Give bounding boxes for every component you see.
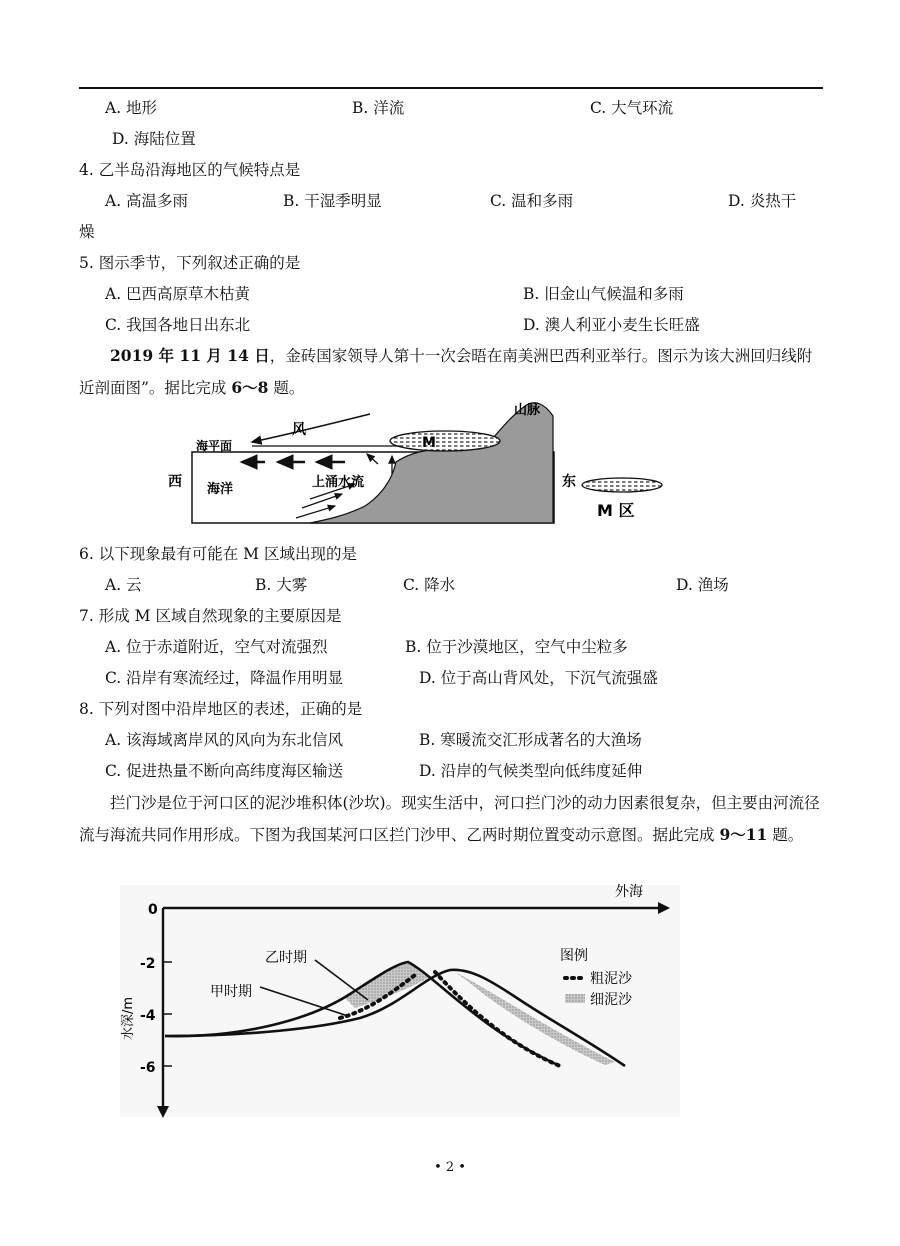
q6-option-a: A. 云 <box>105 576 142 594</box>
q7-stem: 7. 形成 M 区域自然现象的主要原因是 <box>79 607 342 625</box>
q7-option-a: A. 位于赤道附近，空气对流强烈 <box>105 638 328 656</box>
legend-fine-label: 细泥沙 <box>590 992 632 1008</box>
y-tick-label-minus2: -2 <box>140 956 156 972</box>
ocean-label: 海洋 <box>207 482 234 497</box>
q5-option-c: C. 我国各地日出东北 <box>105 316 251 334</box>
q6-stem: 6. 以下现象最有可能在 M 区域出现的是 <box>79 545 357 563</box>
q5-stem: 5. 图示季节，下列叙述正确的是 <box>79 254 301 272</box>
m-area-legend-symbol <box>582 478 662 492</box>
jia-period-label: 甲时期 <box>210 984 252 1000</box>
coastal-profile-figure <box>160 396 680 530</box>
yi-period-label: 乙时期 <box>265 950 307 966</box>
intro1-date: 2019 年 11 月 14 日 <box>110 346 270 365</box>
legend-title: 图例 <box>560 948 588 964</box>
q8-option-d: D. 沿岸的气候类型向低纬度延伸 <box>419 762 643 780</box>
intro-paragraph-1 <box>79 340 823 404</box>
m-area-legend-label: M 区 <box>597 501 635 520</box>
m-label: M <box>422 435 436 451</box>
q8-option-b: B. 寒暖流交汇形成著名的大渔场 <box>419 731 642 749</box>
intro1-suffix: 题。 <box>268 379 305 397</box>
q3-option-d: D. 海陆位置 <box>112 130 196 148</box>
outer-sea-label: 外海 <box>615 884 643 900</box>
wind-arrow <box>252 414 370 442</box>
q7-option-d: D. 位于高山背风处，下沉气流强盛 <box>419 669 658 687</box>
sea-level-label: 海平面 <box>196 439 233 453</box>
intro1-range: 6～8 <box>231 378 269 397</box>
q8-option-c: C. 促进热量不断向高纬度海区输送 <box>105 762 344 780</box>
west-label: 西 <box>168 474 182 490</box>
q7-option-c: C. 沿岸有寒流经过，降温作用明显 <box>105 669 344 687</box>
legend-coarse-label: 粗泥沙 <box>590 971 632 987</box>
q6-option-b: B. 大雾 <box>255 576 308 594</box>
wind-label: 风 <box>292 422 306 438</box>
intro2-suffix: 题。 <box>767 826 804 844</box>
east-label: 东 <box>562 474 576 490</box>
q6-option-d: D. 渔场 <box>676 576 729 594</box>
y-tick-label-0: 0 <box>148 902 158 918</box>
q4-option-a: A. 高温多雨 <box>105 192 189 210</box>
sandbar-profile-figure <box>110 880 690 1120</box>
q8-stem: 8. 下列对图中沿岸地区的表述，正确的是 <box>79 700 363 718</box>
intro2-text: 拦门沙是位于河口区的泥沙堆积体(沙坎)。现实生活中，河口拦门沙的动力因素很复杂，但主要由河流径流与海流共同作用形成。下图为我国某河口区拦门沙甲、乙两时期位置变动示意图。据此完成 <box>79 794 820 844</box>
intro2-range: 9～11 <box>719 825 768 844</box>
m-cloud <box>390 431 500 451</box>
q4-stem: 4. 乙半岛沿海地区的气候特点是 <box>79 161 301 179</box>
intro-paragraph-2 <box>79 788 823 851</box>
q5-option-d: D. 澳人利亚小麦生长旺盛 <box>523 316 700 334</box>
mountain-label: 山脉 <box>514 403 541 418</box>
q4-option-d: D. 炎热干 <box>728 192 797 210</box>
upwelling-label: 上涌水流 <box>312 475 365 490</box>
legend-fine-symbol <box>565 994 585 1003</box>
q8-option-a: A. 该海域离岸风的风向为东北信风 <box>105 731 344 749</box>
intro1-text: ，金砖国家领导人第十一次会晤在南美洲巴西利亚举行。图示为该大洲回归线附近剖面图”。据比完成 <box>79 347 813 397</box>
q3-option-a: A. 地形 <box>105 99 158 117</box>
q3-option-c: C. 大气环流 <box>590 99 674 117</box>
q6-option-c: C. 降水 <box>403 576 456 594</box>
q3-option-b: B. 洋流 <box>352 99 405 117</box>
header-rule <box>79 87 823 89</box>
y-axis-label: 水深/m <box>121 996 136 1040</box>
q7-option-b: B. 位于沙漠地区，空气中尘粒多 <box>405 638 628 656</box>
y-tick-label-minus6: -6 <box>140 1060 156 1076</box>
q4-option-d-wrap: 燥 <box>79 223 95 241</box>
q4-option-c: C. 温和多雨 <box>490 192 574 210</box>
page-number: • 2 • <box>434 1160 466 1175</box>
y-tick-label-minus4: -4 <box>140 1008 156 1024</box>
q5-option-b: B. 旧金山气候温和多雨 <box>523 285 684 303</box>
q4-option-b: B. 干湿季明显 <box>283 192 382 210</box>
q5-option-a: A. 巴西高原草木枯黄 <box>105 285 251 303</box>
